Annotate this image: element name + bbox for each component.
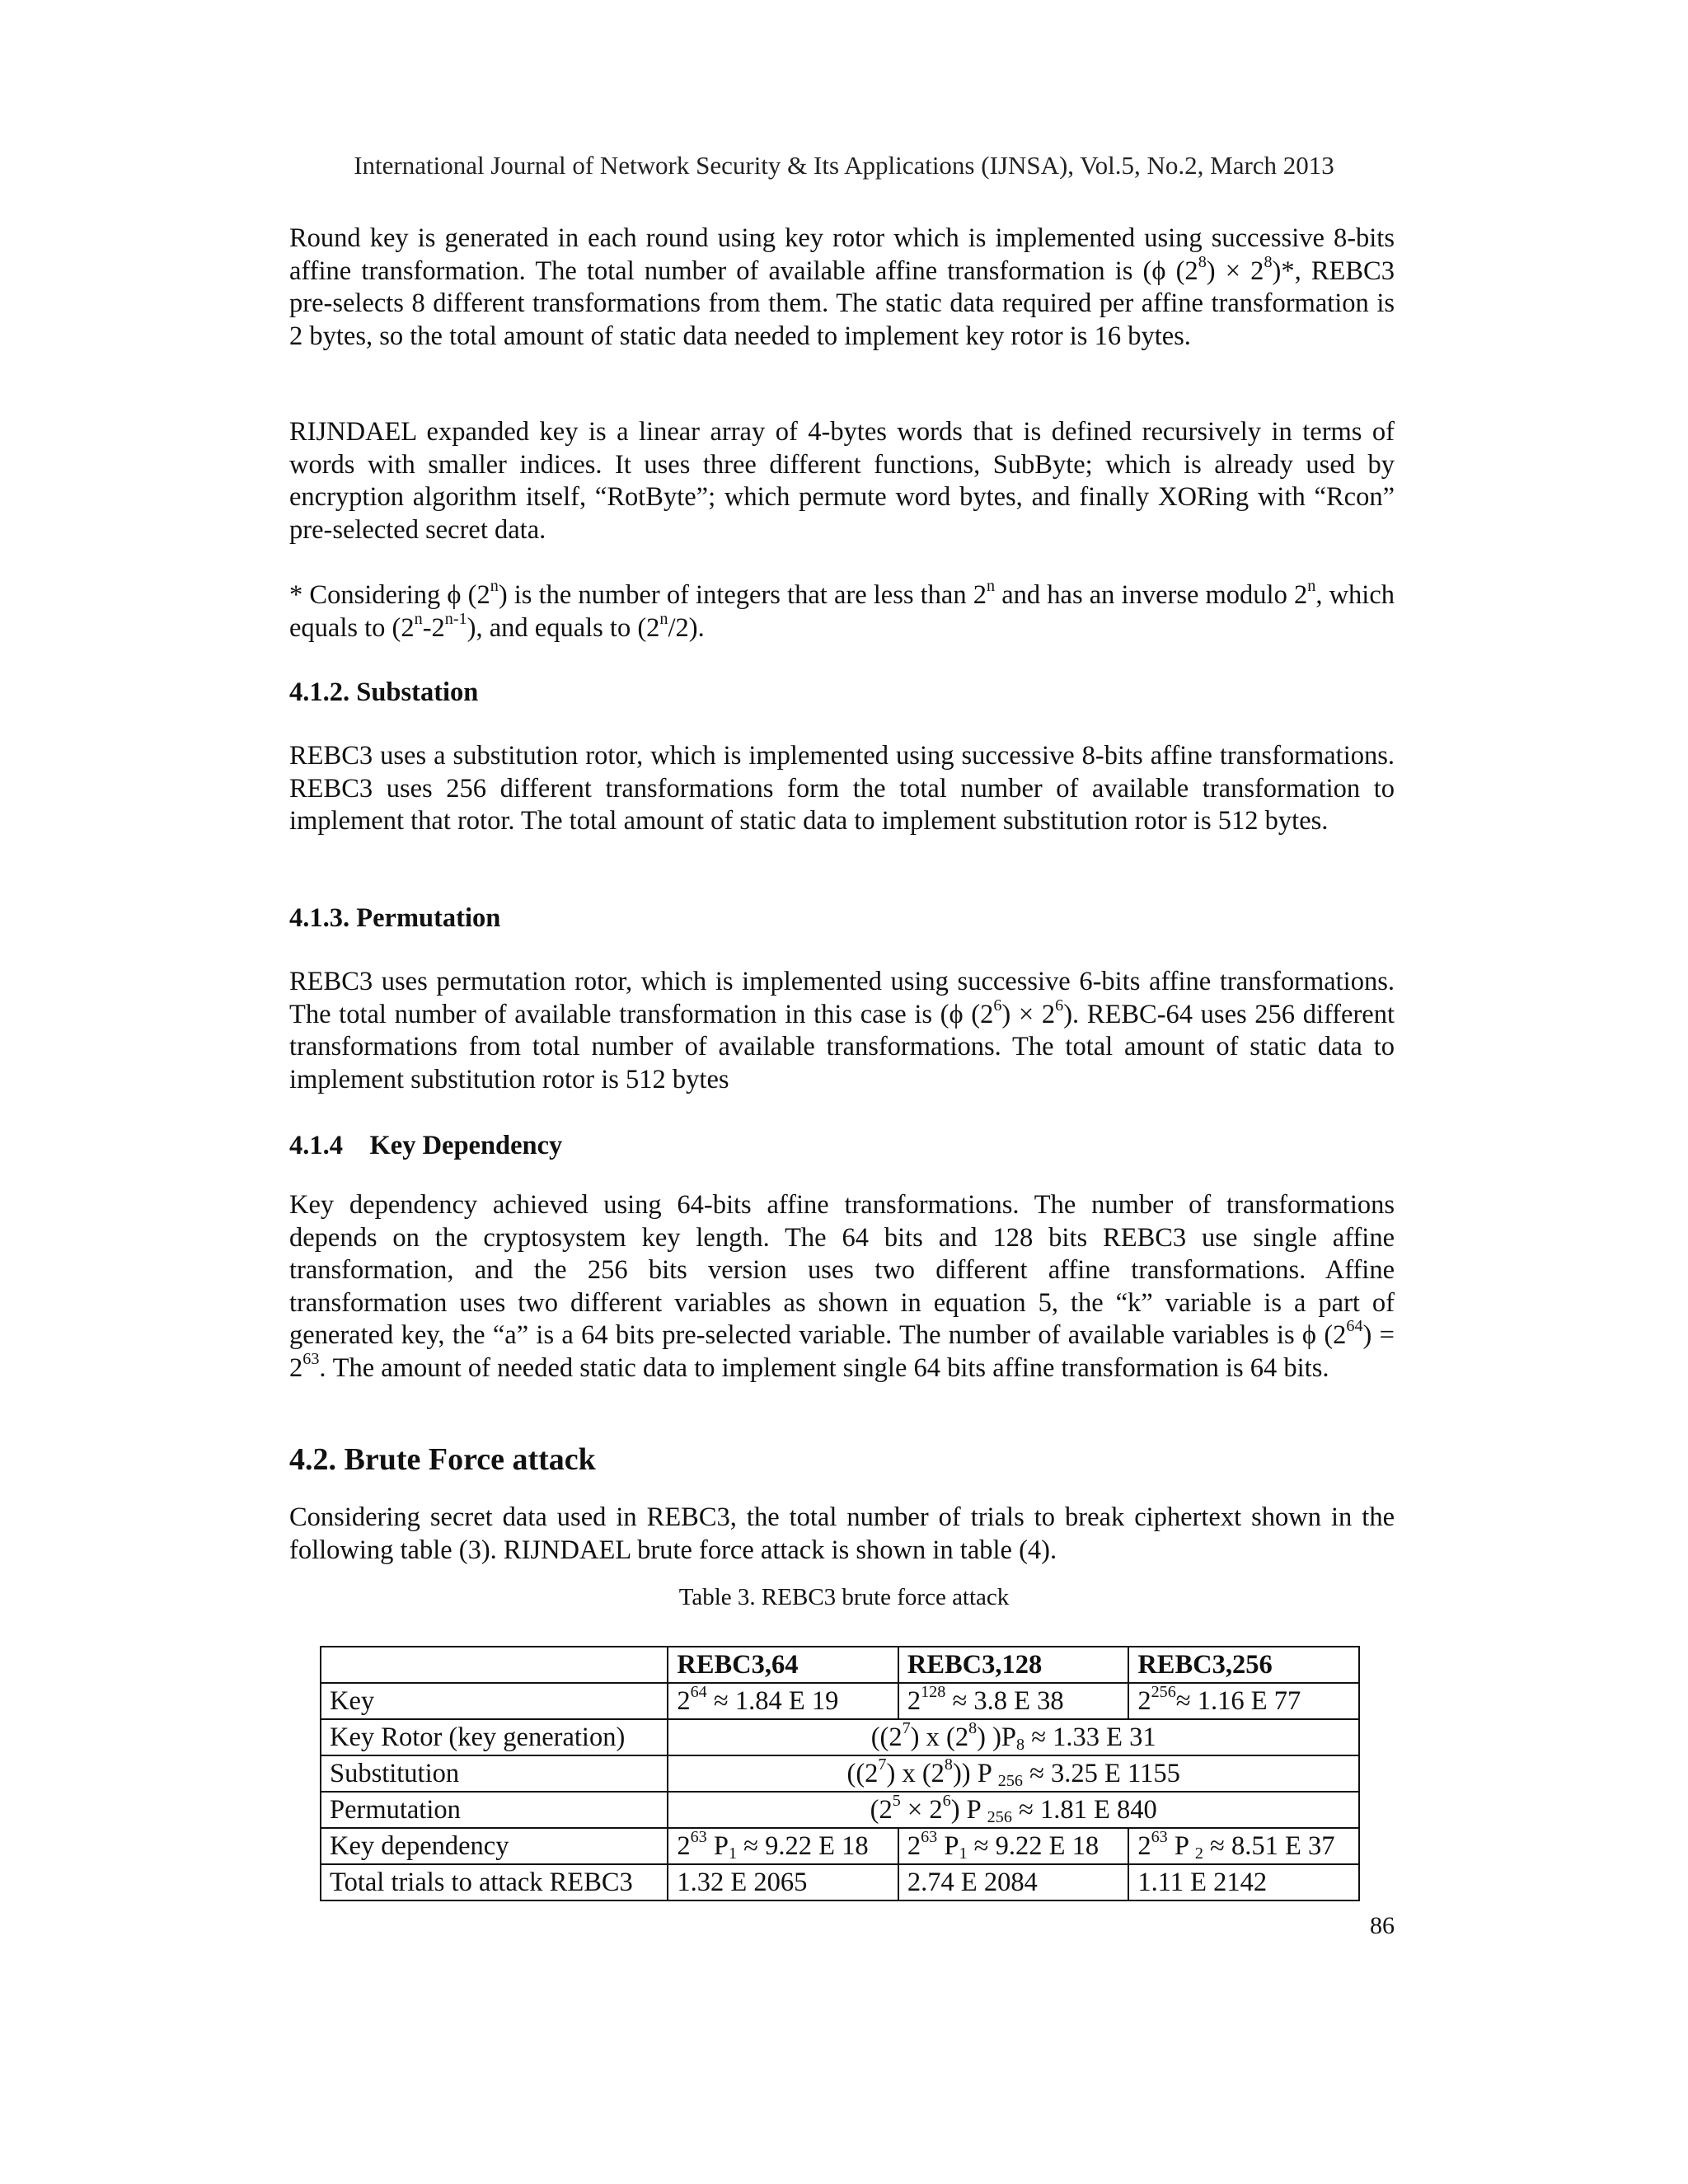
paragraph-rijndael-key: RIJNDAEL expanded key is a linear array of 4-bytes words that is defined recursively in terms of words with smaller indices. It uses three different functions, SubByte; which is already used by encryption algorithm itself, “RotByte”; which permute word bytes, and finally XORing with “Rcon” pre-selected secret data. [289,417,1395,545]
heading-permutation: 4.1.3. Permutation [289,903,501,933]
row-label: Permutation [321,1792,668,1828]
heading-substation: 4.1.2. Substation [289,677,479,707]
table-cell: 1.32 E 2065 [668,1864,898,1900]
table-cell: $(2^5 \times 2^6)$ P $_{256}$ ≈ 1.81 E 840 [668,1792,1359,1828]
table-cell: $2^{63}$ P $_2$ ≈ 8.51 E 37 [1128,1828,1359,1864]
table-row [321,1792,1359,1828]
running-header: International Journal of Network Security & Its Applications (IJNSA), Vol.5, No.2, March 2013 [354,151,1334,180]
table-row [321,1719,1359,1755]
row-label: Key dependency [321,1828,668,1864]
row-label: Key Rotor (key generation) [321,1719,668,1755]
table-cell: 1.11 E 2142 [1128,1864,1359,1900]
header-cell: REBC3,64 [668,1647,898,1683]
table-cell: ($(2^7)$ x $(2^8)$) P $_{256}$ ≈ 3.25 E 1155 [668,1755,1359,1792]
table-cell: $2^{128} \approx 3.8$ E 38 [898,1683,1128,1719]
footnote-phi: * Considering ϕ (2$^n$) is the number of integers that are less than 2$^n$ and has an inverse modulo 2$^n$, which equals to (2$^n$-2$^{n-1}$), and equals to (2$^n$/2). [289,576,1395,643]
page-number: 86 [1370,1912,1395,1939]
row-label: Total trials to attack REBC3 [321,1864,668,1900]
table-cell: $2^{64} \approx 1.84$ E 19 [668,1683,898,1719]
paragraph-brute-force: Considering secret data used in REBC3, the total number of trials to break ciphertext shown in the following table (3). RIJNDAEL brute force attack is shown in table (4). [289,1502,1395,1565]
table-cell: 2.74 E 2084 [898,1864,1128,1900]
table-cell: ($(2^7)$ x $(2^8) )P_8 \approx 1.33$ E 31 [668,1719,1359,1755]
paragraph-substation: REBC3 uses a substitution rotor, which is implemented using successive 8-bits affine transformations. REBC3 uses 256 different transformations form the total number of available transformation to implement that rotor. The total amount of static data to implement substitution rotor is 512 bytes. [289,741,1395,836]
heading-brute-force: 4.2. Brute Force attack [289,1442,596,1477]
table-row [321,1683,1359,1719]
table-header-row [321,1647,1359,1683]
heading-key-dependency: 4.1.4 Key Dependency [289,1131,563,1160]
table-cell: $2^{63}$ $P_1 \approx 9.22$ E 18 [668,1828,898,1864]
table-caption: Table 3. REBC3 brute force attack [678,1584,1010,1610]
table-row [321,1755,1359,1792]
paragraph-permutation: REBC3 uses permutation rotor, which is implemented using successive 6-bits affine transformations. The total number of available transformation in this case is (ϕ $(2^6) \times 2^6$). REBC-64 uses 256 different transformations from total number of available transformations. The total amount of static data to implement substitution rotor is 512 bytes [289,967,1395,1094]
header-cell: REBC3,256 [1128,1647,1359,1683]
brute-force-table [320,1646,1360,1901]
row-label: Substitution [321,1755,668,1792]
table-row [321,1864,1359,1900]
table-cell: $2^{63}$ $P_1 \approx 9.22$ E 18 [898,1828,1128,1864]
row-label: Key [321,1683,668,1719]
header-cell: REBC3,128 [898,1647,1128,1683]
table-cell: $2^{256}\approx 1.16$ E 77 [1128,1683,1359,1719]
header-cell [321,1647,668,1683]
paragraph-key-rotor: Round key is generated in each round using key rotor which is implemented using successive 8-bits affine transformation. The total number of available affine transformation is (ϕ $(2^8) \times 2^8)*$, REBC3 pre-selects 8 different transformations from them. The static data required per affine transformation is 2 bytes, so the total amount of static data needed to implement key rotor is 16 bytes. [289,223,1395,351]
table-row [321,1828,1359,1864]
paragraph-key-dependency: Key dependency achieved using 64-bits affine transformations. The number of transformations depends on the cryptosystem key length. The 64 bits and 128 bits REBC3 use single affine transformation, and the 256 bits version uses two different affine transformations. Affine transformation uses two different variables as shown in equation 5, the “k” variable is a part of generated key, the “a” is a 64 bits pre-selected variable. The number of available variables is ϕ $(2^{64}) = 2^{63}$. The amount of needed static data to implement single 64 bits affine transformation is 64 bits. [289,1190,1395,1383]
